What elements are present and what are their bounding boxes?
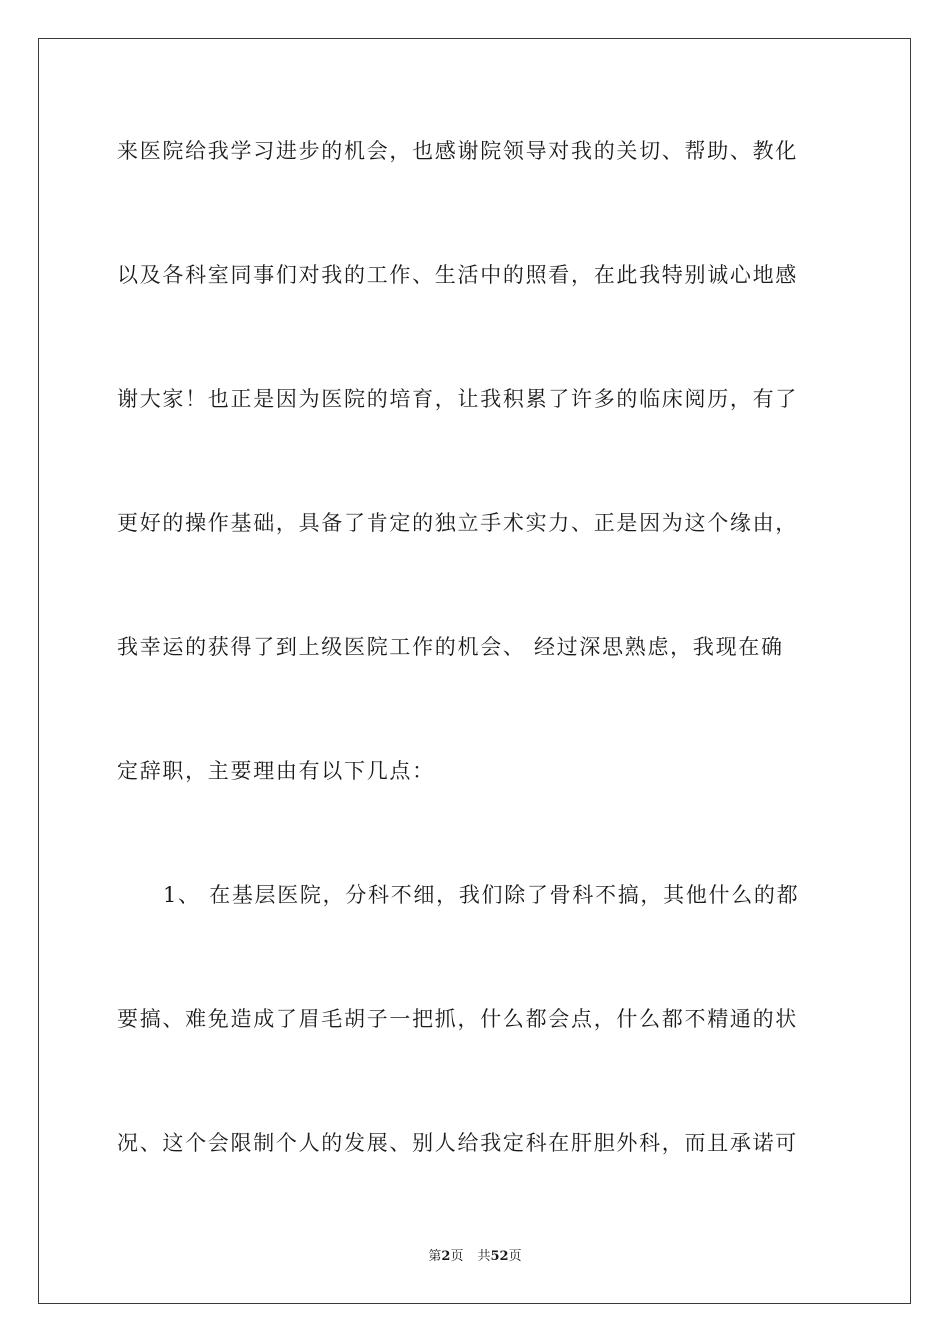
footer-page-suffix: 页 bbox=[450, 1249, 464, 1264]
body-text-line-9: 况、这个会限制个人的发展、别人给我定科在肝胆外科，而且承诺可 bbox=[117, 1131, 798, 1155]
body-text-line-8: 要搞、难免造成了眉毛胡子一把抓，什么都会点，什么都不精通的状 bbox=[117, 1007, 798, 1031]
footer-page-prefix: 第 bbox=[428, 1249, 442, 1264]
body-text-line-3: 谢大家！也正是因为医院的培育，让我积累了许多的临床阅历，有了 bbox=[117, 387, 798, 411]
body-text-line-2: 以及各科室同事们对我的工作、生活中的照看，在此我特别诚心地感 bbox=[117, 263, 798, 287]
body-text-line-1: 来医院给我学习进步的机会，也感谢院领导对我的关切、帮助、教化 bbox=[117, 139, 798, 163]
footer-page-number: 2 bbox=[441, 1249, 451, 1264]
page-footer bbox=[0, 1248, 950, 1266]
body-text-line-6: 定辞职，主要理由有以下几点： bbox=[117, 759, 435, 783]
footer-total-suffix: 页 bbox=[508, 1249, 522, 1264]
footer-total-pages: 52 bbox=[490, 1249, 509, 1264]
body-text-line-4: 更好的操作基础，具备了肯定的独立手术实力、正是因为这个缘由， bbox=[117, 511, 798, 535]
body-text-line-5: 我幸运的获得了到上级医院工作的机会、 经过深思熟虑，我现在确 bbox=[117, 635, 784, 659]
body-text-line-7: 1、 在基层医院，分科不细，我们除了骨科不搞，其他什么的都 bbox=[163, 883, 800, 907]
footer-total-prefix: 共 bbox=[477, 1249, 491, 1264]
page-border bbox=[38, 38, 911, 1304]
